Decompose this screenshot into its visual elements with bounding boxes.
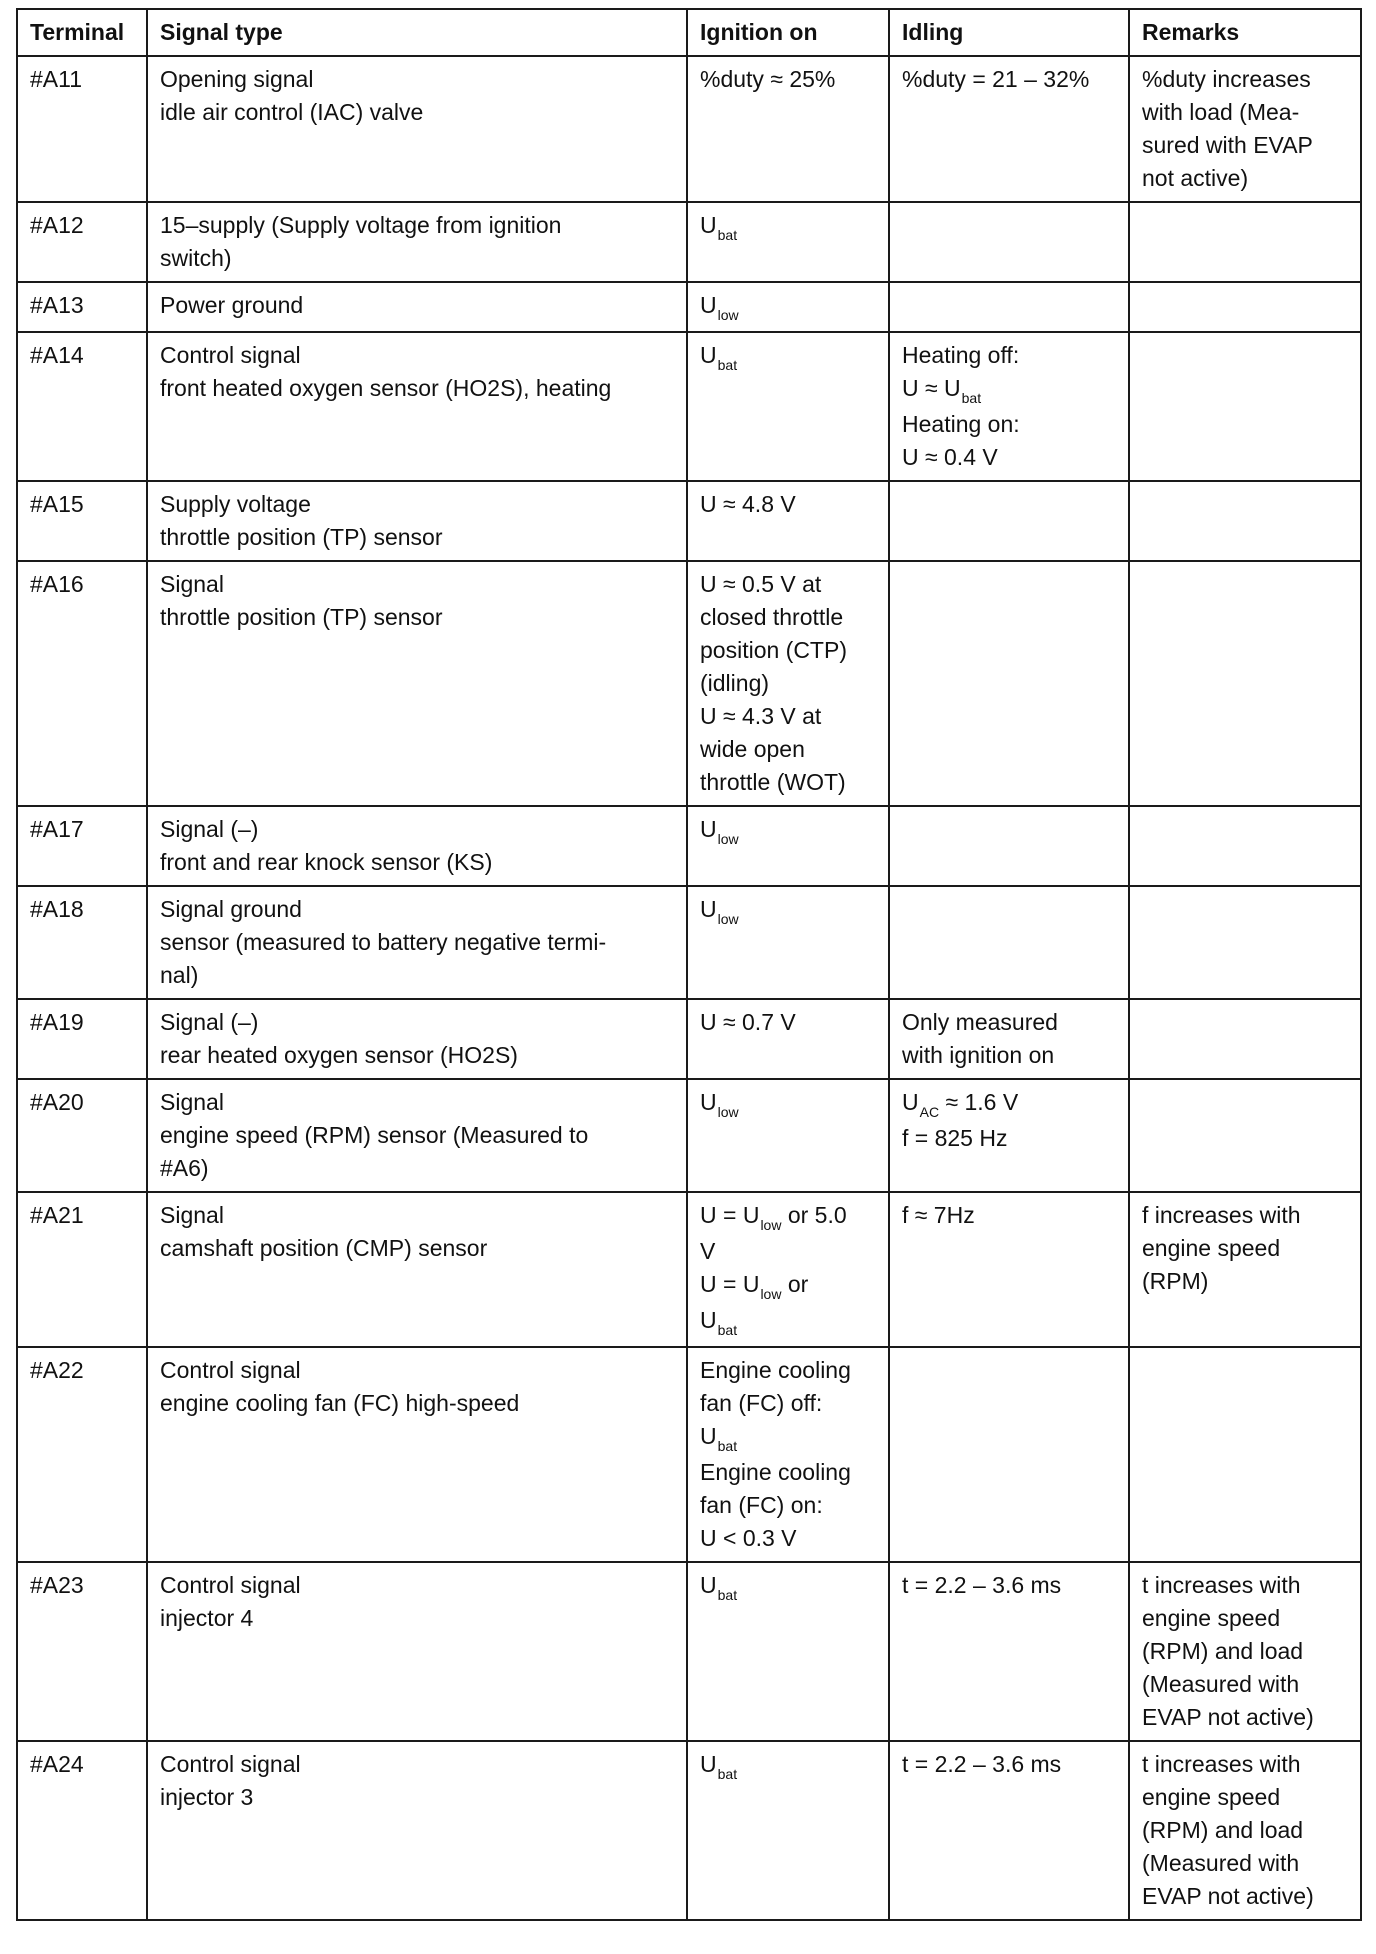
cell-remarks — [1129, 1192, 1361, 1347]
cell-line: (Measured with — [1142, 1671, 1300, 1697]
table-row — [17, 1741, 1361, 1920]
cell-line: not active) — [1142, 165, 1249, 191]
text-run: or — [781, 1271, 809, 1297]
cell-line: (RPM) and load — [1142, 1817, 1304, 1843]
cell-line: rear heated oxygen sensor (HO2S) — [160, 1042, 518, 1068]
table-row — [17, 56, 1361, 202]
cell-line: with load (Mea- — [1142, 99, 1300, 125]
cell-line: t increases with — [1142, 1572, 1301, 1598]
header-terminal: Terminal — [17, 9, 147, 56]
cell-line — [902, 372, 1118, 408]
text-run: throttle (WOT) — [700, 769, 846, 795]
cell-line: Signal — [160, 1089, 224, 1115]
text-run: %duty = 21 – 32% — [902, 66, 1090, 92]
subscript: bat — [717, 1322, 738, 1338]
cell-terminal: #A13 — [17, 282, 147, 332]
subscript: low — [760, 1217, 782, 1233]
text-run: closed throttle — [700, 604, 844, 630]
cell-line: injector 3 — [160, 1784, 254, 1810]
cell-terminal: #A16 — [17, 561, 147, 806]
cell-line — [902, 1122, 1118, 1155]
cell-line — [700, 667, 878, 700]
cell-terminal: #A14 — [17, 332, 147, 481]
cell-terminal: #A23 — [17, 1562, 147, 1741]
cell-idling — [889, 1079, 1129, 1192]
text-run: f ≈ 7Hz — [902, 1202, 975, 1228]
cell-line — [700, 209, 878, 245]
cell-remarks — [1129, 806, 1361, 886]
cell-line — [700, 634, 878, 667]
cell-idling — [889, 1741, 1129, 1920]
text-run: Heating on: — [902, 411, 1020, 437]
cell-line: Control signal — [160, 1357, 301, 1383]
cell-line — [700, 813, 878, 849]
cell-line: engine speed — [1142, 1784, 1281, 1810]
cell-remarks — [1129, 561, 1361, 806]
text-run: fan (FC) on: — [700, 1492, 823, 1518]
header-signal-type: Signal type — [147, 9, 687, 56]
text-run: fan (FC) off: — [700, 1390, 823, 1416]
cell-idling — [889, 806, 1129, 886]
subscript: low — [717, 307, 739, 323]
text-run: V — [700, 1238, 716, 1264]
cell-line: engine speed (RPM) sensor (Measured to — [160, 1122, 589, 1148]
cell-idling — [889, 886, 1129, 999]
cell-line: switch) — [160, 245, 232, 271]
cell-signal-type — [147, 481, 687, 561]
cell-idling — [889, 56, 1129, 202]
table-row — [17, 1347, 1361, 1562]
table-row — [17, 1562, 1361, 1741]
cell-terminal: #A19 — [17, 999, 147, 1079]
cell-line: sured with EVAP — [1142, 132, 1313, 158]
text-run: U — [700, 1423, 717, 1449]
cell-line — [700, 1748, 878, 1784]
cell-line: throttle position (TP) sensor — [160, 604, 443, 630]
cell-line — [700, 893, 878, 929]
cell-line — [700, 766, 878, 799]
text-run: Engine cooling — [700, 1357, 851, 1383]
cell-ignition-on — [687, 1347, 889, 1562]
text-run: U ≈ 0.4 V — [902, 444, 998, 470]
cell-signal-type — [147, 56, 687, 202]
cell-remarks — [1129, 1741, 1361, 1920]
header-remarks: Remarks — [1129, 9, 1361, 56]
cell-remarks — [1129, 202, 1361, 282]
subscript: low — [717, 831, 739, 847]
cell-line — [700, 289, 878, 325]
text-run: U — [700, 816, 717, 842]
text-run: U = U — [700, 1271, 760, 1297]
cell-ignition-on — [687, 1192, 889, 1347]
cell-line — [700, 1569, 878, 1605]
cell-line — [700, 568, 878, 601]
cell-line — [902, 63, 1118, 96]
cell-line — [902, 441, 1118, 474]
cell-idling — [889, 1562, 1129, 1741]
subscript: bat — [961, 390, 982, 406]
cell-line — [700, 733, 878, 766]
text-run: U — [700, 1751, 717, 1777]
text-run: U ≈ 4.3 V at — [700, 703, 822, 729]
cell-line — [902, 1569, 1118, 1602]
cell-remarks — [1129, 56, 1361, 202]
cell-ignition-on — [687, 1741, 889, 1920]
cell-line: (Measured with — [1142, 1850, 1300, 1876]
cell-line: idle air control (IAC) valve — [160, 99, 424, 125]
cell-line — [700, 1387, 878, 1420]
cell-remarks — [1129, 999, 1361, 1079]
cell-remarks — [1129, 481, 1361, 561]
cell-idling — [889, 202, 1129, 282]
text-run: U ≈ 0.7 V — [700, 1009, 796, 1035]
cell-ignition-on — [687, 481, 889, 561]
cell-line — [902, 339, 1118, 372]
cell-idling — [889, 999, 1129, 1079]
cell-terminal: #A15 — [17, 481, 147, 561]
cell-line: Signal (–) — [160, 816, 259, 842]
cell-line: throttle position (TP) sensor — [160, 524, 443, 550]
table-row — [17, 1192, 1361, 1347]
cell-signal-type — [147, 1741, 687, 1920]
table-row — [17, 806, 1361, 886]
cell-remarks — [1129, 332, 1361, 481]
cell-remarks — [1129, 1347, 1361, 1562]
cell-ignition-on — [687, 1562, 889, 1741]
cell-terminal: #A21 — [17, 1192, 147, 1347]
cell-line — [902, 1199, 1118, 1232]
text-run: or 5.0 — [781, 1202, 847, 1228]
text-run: U = U — [700, 1202, 760, 1228]
cell-line — [700, 1304, 878, 1340]
text-run: wide open — [700, 736, 805, 762]
cell-ignition-on — [687, 561, 889, 806]
cell-line: EVAP not active) — [1142, 1883, 1314, 1909]
cell-terminal: #A11 — [17, 56, 147, 202]
cell-line: front heated oxygen sensor (HO2S), heating — [160, 375, 612, 401]
cell-idling — [889, 561, 1129, 806]
cell-line — [700, 1086, 878, 1122]
cell-signal-type — [147, 886, 687, 999]
text-run: Engine cooling — [700, 1459, 851, 1485]
cell-line: Control signal — [160, 1572, 301, 1598]
text-run: U ≈ 0.5 V at — [700, 571, 822, 597]
text-run: with ignition on — [902, 1042, 1055, 1068]
table-body — [17, 56, 1361, 1920]
subscript: bat — [717, 227, 738, 243]
cell-line — [700, 488, 878, 521]
header-row — [17, 9, 1361, 56]
cell-line: camshaft position (CMP) sensor — [160, 1235, 488, 1261]
header-ignition-on: Ignition on — [687, 9, 889, 56]
subscript: bat — [717, 1766, 738, 1782]
cell-ignition-on — [687, 886, 889, 999]
text-run: U — [700, 1089, 717, 1115]
cell-line: %duty increases — [1142, 66, 1311, 92]
text-run: Only measured — [902, 1009, 1058, 1035]
signal-table — [16, 8, 1362, 1921]
cell-signal-type — [147, 1192, 687, 1347]
text-run: position (CTP) — [700, 637, 847, 663]
cell-remarks — [1129, 1562, 1361, 1741]
cell-line — [700, 1420, 878, 1456]
cell-line: f increases with — [1142, 1202, 1301, 1228]
table-row — [17, 202, 1361, 282]
cell-line — [700, 1522, 878, 1555]
cell-ignition-on — [687, 806, 889, 886]
table-row — [17, 886, 1361, 999]
cell-signal-type — [147, 202, 687, 282]
cell-line — [902, 1039, 1118, 1072]
cell-terminal: #A12 — [17, 202, 147, 282]
cell-line: (RPM) and load — [1142, 1638, 1304, 1664]
text-run: U — [700, 1307, 717, 1333]
cell-ignition-on — [687, 999, 889, 1079]
cell-line: injector 4 — [160, 1605, 254, 1631]
text-run: U ≈ 4.8 V — [700, 491, 796, 517]
cell-line: Supply voltage — [160, 491, 311, 517]
cell-remarks — [1129, 886, 1361, 999]
cell-line: Control signal — [160, 1751, 301, 1777]
header-idling: Idling — [889, 9, 1129, 56]
cell-line — [902, 408, 1118, 441]
cell-line: sensor (measured to battery negative termi- — [160, 929, 607, 955]
cell-line — [700, 1199, 878, 1235]
cell-line — [700, 601, 878, 634]
cell-line — [700, 1456, 878, 1489]
table-row — [17, 282, 1361, 332]
cell-line: engine speed — [1142, 1235, 1281, 1261]
cell-line: Power ground — [160, 292, 304, 318]
cell-signal-type — [147, 999, 687, 1079]
text-run: Heating off: — [902, 342, 1020, 368]
cell-line — [700, 1235, 878, 1268]
cell-line — [700, 63, 878, 96]
cell-ignition-on — [687, 332, 889, 481]
cell-signal-type — [147, 1347, 687, 1562]
cell-line: (RPM) — [1142, 1268, 1209, 1294]
subscript: bat — [717, 357, 738, 373]
cell-terminal: #A22 — [17, 1347, 147, 1562]
cell-line — [700, 1006, 878, 1039]
cell-line — [902, 1006, 1118, 1039]
cell-line — [700, 1489, 878, 1522]
cell-ignition-on — [687, 202, 889, 282]
cell-idling — [889, 481, 1129, 561]
table-row — [17, 481, 1361, 561]
cell-line: Signal (–) — [160, 1009, 259, 1035]
cell-idling — [889, 332, 1129, 481]
cell-signal-type — [147, 282, 687, 332]
text-run: %duty ≈ 25% — [700, 66, 836, 92]
cell-line: front and rear knock sensor (KS) — [160, 849, 493, 875]
text-run: U — [700, 896, 717, 922]
cell-idling — [889, 1192, 1129, 1347]
text-run: U — [700, 342, 717, 368]
cell-terminal: #A20 — [17, 1079, 147, 1192]
cell-idling — [889, 1347, 1129, 1562]
cell-line: Signal — [160, 571, 224, 597]
cell-terminal: #A24 — [17, 1741, 147, 1920]
cell-line — [902, 1086, 1118, 1122]
text-run: (idling) — [700, 670, 770, 696]
text-run: U — [700, 292, 717, 318]
table-row — [17, 332, 1361, 481]
subscript: low — [760, 1286, 782, 1302]
text-run: U ≈ U — [902, 375, 961, 401]
text-run: U — [700, 212, 717, 238]
cell-terminal: #A18 — [17, 886, 147, 999]
text-run: U — [902, 1089, 919, 1115]
cell-terminal: #A17 — [17, 806, 147, 886]
table-row — [17, 999, 1361, 1079]
cell-remarks — [1129, 1079, 1361, 1192]
cell-line: 15–supply (Supply voltage from ignition — [160, 212, 562, 238]
text-run: U < 0.3 V — [700, 1525, 797, 1551]
subscript: low — [717, 1104, 739, 1120]
cell-line — [902, 1748, 1118, 1781]
cell-line: nal) — [160, 962, 199, 988]
cell-line: Signal ground — [160, 896, 302, 922]
cell-line: Signal — [160, 1202, 224, 1228]
cell-ignition-on — [687, 56, 889, 202]
text-run: ≈ 1.6 V — [939, 1089, 1019, 1115]
subscript: AC — [919, 1104, 940, 1120]
cell-line: engine cooling fan (FC) high-speed — [160, 1390, 520, 1416]
cell-line — [700, 1268, 878, 1304]
cell-line — [700, 700, 878, 733]
subscript: low — [717, 911, 739, 927]
cell-signal-type — [147, 332, 687, 481]
cell-remarks — [1129, 282, 1361, 332]
text-run: t = 2.2 – 3.6 ms — [902, 1751, 1062, 1777]
cell-line — [700, 1354, 878, 1387]
cell-line: Control signal — [160, 342, 301, 368]
cell-idling — [889, 282, 1129, 332]
cell-signal-type — [147, 806, 687, 886]
text-run: f = 825 Hz — [902, 1125, 1008, 1151]
subscript: bat — [717, 1438, 738, 1454]
cell-line: t increases with — [1142, 1751, 1301, 1777]
table-row — [17, 561, 1361, 806]
subscript: bat — [717, 1587, 738, 1603]
cell-ignition-on — [687, 1079, 889, 1192]
cell-line — [700, 339, 878, 375]
table-row — [17, 1079, 1361, 1192]
cell-line: Opening signal — [160, 66, 314, 92]
cell-line: EVAP not active) — [1142, 1704, 1314, 1730]
cell-signal-type — [147, 1562, 687, 1741]
text-run: U — [700, 1572, 717, 1598]
cell-signal-type — [147, 561, 687, 806]
cell-ignition-on — [687, 282, 889, 332]
cell-signal-type — [147, 1079, 687, 1192]
cell-line: engine speed — [1142, 1605, 1281, 1631]
cell-line: #A6) — [160, 1155, 209, 1181]
text-run: t = 2.2 – 3.6 ms — [902, 1572, 1062, 1598]
